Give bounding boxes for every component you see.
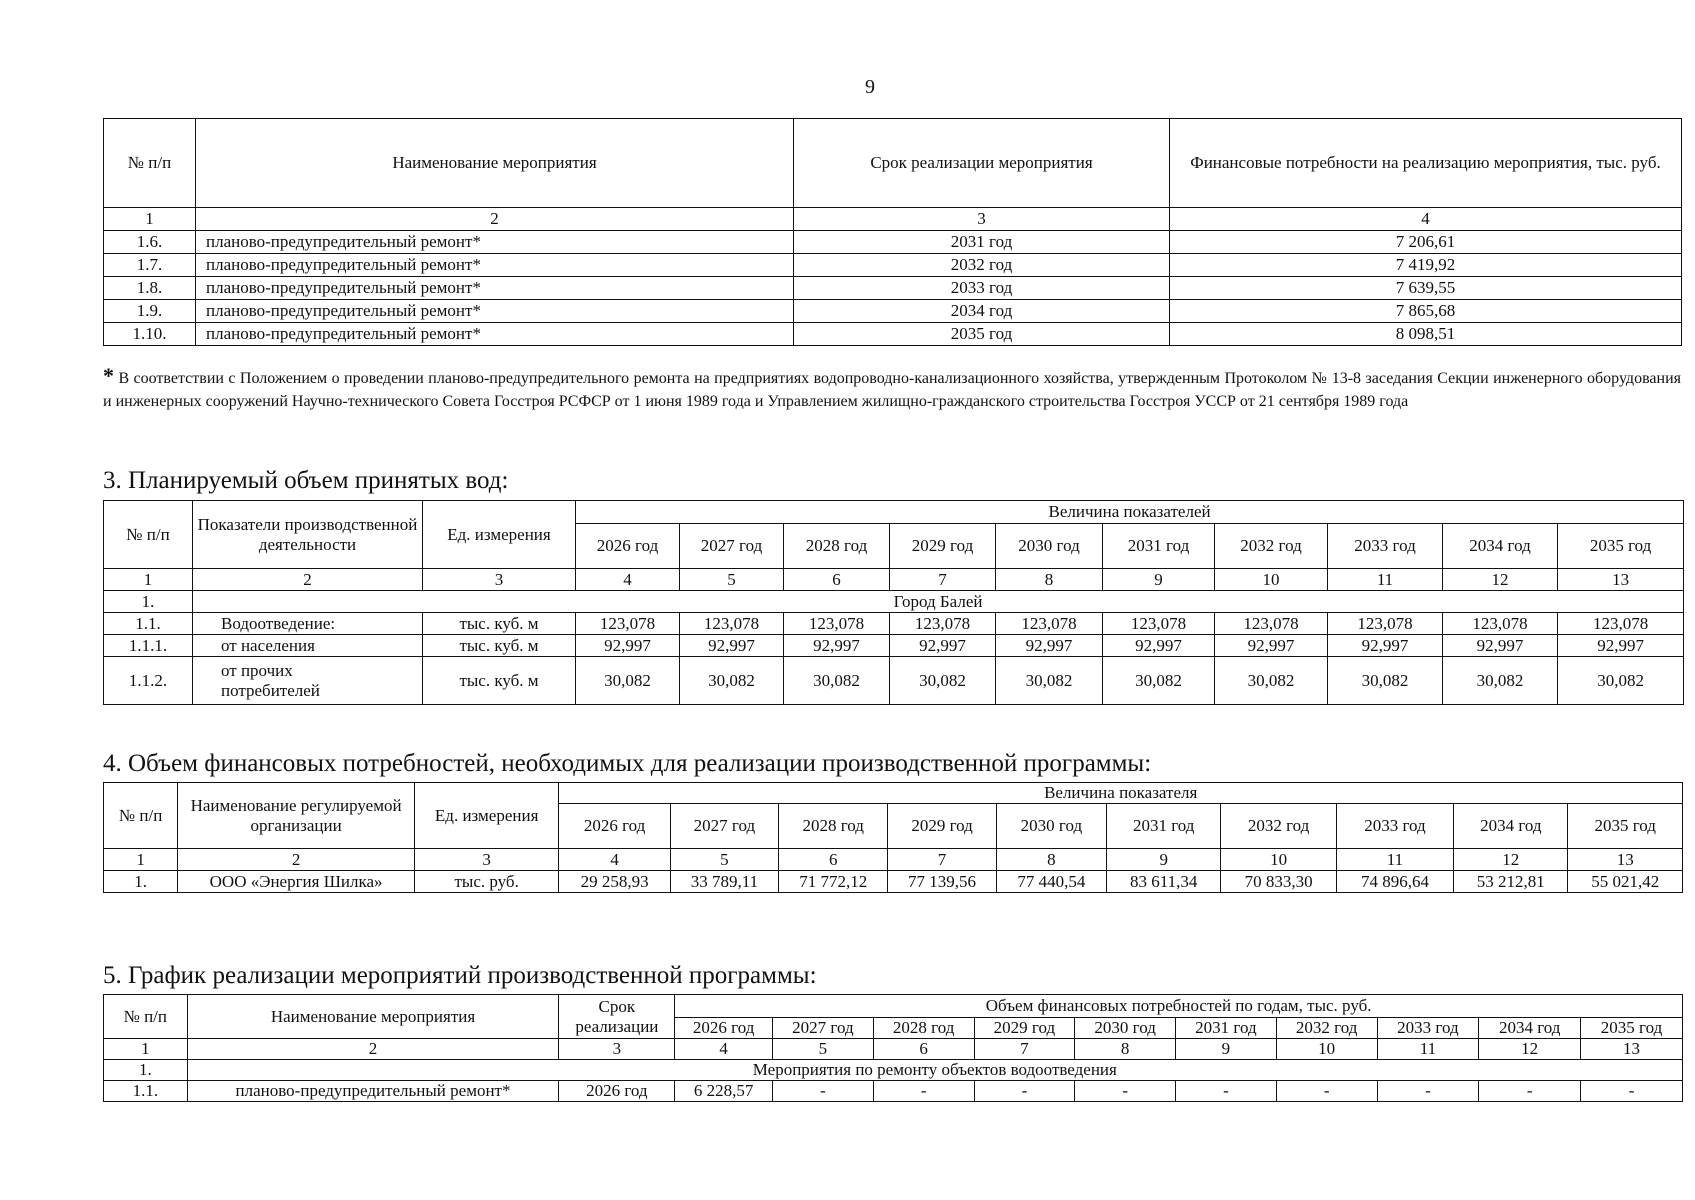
cell-value: 30,082 xyxy=(1328,657,1443,705)
cell-name: планово-предупредительный ремонт* xyxy=(196,231,794,254)
col-number: 11 xyxy=(1328,569,1443,591)
cell-value: 7 419,92 xyxy=(1170,254,1682,277)
header-year: 2032 год xyxy=(1215,524,1328,569)
col-number: 8 xyxy=(996,849,1106,871)
col-number: 6 xyxy=(779,849,888,871)
cell-value: 92,997 xyxy=(996,635,1103,657)
header-year: 2035 год xyxy=(1558,524,1684,569)
header-year: 2027 год xyxy=(680,524,784,569)
col-number: 4 xyxy=(675,1039,773,1060)
cell-org: ООО «Энергия Шилка» xyxy=(178,871,415,893)
cell-value: 92,997 xyxy=(1443,635,1558,657)
header-year: 2030 год xyxy=(996,804,1106,849)
header-num: № п/п xyxy=(104,501,193,569)
header-group: Величина показателя xyxy=(559,783,1683,804)
cell-unit: тыс. куб. м xyxy=(423,635,576,657)
cell-name: планово-предупредительный ремонт* xyxy=(196,323,794,346)
header-year: 2033 год xyxy=(1336,804,1453,849)
cell-value: 123,078 xyxy=(890,613,996,635)
cell-value: 123,078 xyxy=(576,613,680,635)
header-num: № п/п xyxy=(104,119,196,208)
cell-value: 123,078 xyxy=(1103,613,1215,635)
col-number: 12 xyxy=(1479,1039,1581,1060)
cell-value: 55 021,42 xyxy=(1568,871,1683,893)
header-year: 2026 год xyxy=(675,1018,773,1039)
group-num: 1. xyxy=(104,1060,188,1081)
footnote-text: В соответствии с Положением о проведении планово-предупредительного ремонта на предприятиях водопроводно-канализационного хозяйства, утвержденным Протоколом № 13-8 заседания Секции инженерного оборудования и инженерных сооружений Научно-технического Совета Госстроя РСФСР от 1 июня 1989 года и Управлением жилищно-гражданского строительства Госстроя УССР от 21 сентября 1989 года xyxy=(103,370,1682,410)
col-number: 4 xyxy=(559,849,670,871)
cell-value: 83 611,34 xyxy=(1107,871,1221,893)
cell-value: 92,997 xyxy=(890,635,996,657)
header-year: 2031 год xyxy=(1103,524,1215,569)
table-row xyxy=(104,323,1682,346)
col-number: 4 xyxy=(576,569,680,591)
header-year: 2032 год xyxy=(1221,804,1336,849)
header-name: Наименование мероприятия xyxy=(196,119,794,208)
header-org: Наименование регулируемой организации xyxy=(178,783,415,849)
col-number: 1 xyxy=(104,1039,188,1060)
table-row xyxy=(104,871,1683,893)
col-number: 13 xyxy=(1581,1039,1683,1060)
cell-term: 2034 год xyxy=(794,300,1170,323)
cell-value: 6 228,57 xyxy=(675,1081,773,1102)
col-number: 12 xyxy=(1443,569,1558,591)
cell-value: 30,082 xyxy=(576,657,680,705)
cell-value: 123,078 xyxy=(1558,613,1684,635)
cell-value: 92,997 xyxy=(1328,635,1443,657)
footnote-star: * xyxy=(103,363,114,388)
col-number: 8 xyxy=(1075,1039,1176,1060)
cell-value: 30,082 xyxy=(680,657,784,705)
cell-num: 1.1. xyxy=(104,1081,188,1102)
col-number: 4 xyxy=(1170,208,1682,231)
header-year: 2035 год xyxy=(1581,1018,1683,1039)
cell-value: - xyxy=(773,1081,874,1102)
table-row xyxy=(104,300,1682,323)
cell-value: 30,082 xyxy=(890,657,996,705)
cell-term: 2033 год xyxy=(794,277,1170,300)
header-term: Срок реализации xyxy=(559,995,675,1039)
cell-unit: тыс. руб. xyxy=(414,871,558,893)
table-row xyxy=(104,613,1684,635)
col-number: 8 xyxy=(996,569,1103,591)
col-number: 2 xyxy=(193,569,423,591)
page-number: 9 xyxy=(865,76,875,98)
header-year: 2030 год xyxy=(996,524,1103,569)
cell-value: 30,082 xyxy=(1558,657,1684,705)
header-year: 2030 год xyxy=(1075,1018,1176,1039)
header-year: 2033 год xyxy=(1328,524,1443,569)
section-5-title: 5. График реализации мероприятий производственной программы: xyxy=(103,962,817,989)
col-number: 7 xyxy=(888,849,996,871)
header-year: 2034 год xyxy=(1443,524,1558,569)
col-number: 5 xyxy=(773,1039,874,1060)
header-year: 2026 год xyxy=(559,804,670,849)
cell-value: - xyxy=(1276,1081,1377,1102)
cell-term: 2032 год xyxy=(794,254,1170,277)
cell-value: 30,082 xyxy=(1443,657,1558,705)
water-volume-table xyxy=(103,500,1684,705)
col-number: 10 xyxy=(1221,849,1336,871)
cell-value: 92,997 xyxy=(1215,635,1328,657)
cell-name xyxy=(193,657,423,705)
cell-value: 92,997 xyxy=(576,635,680,657)
table-row xyxy=(104,635,1684,657)
col-number: 6 xyxy=(873,1039,974,1060)
header-year: 2031 год xyxy=(1107,804,1221,849)
cell-num: 1.1.1. xyxy=(104,635,193,657)
cell-value: 92,997 xyxy=(680,635,784,657)
group-num: 1. xyxy=(104,591,193,613)
col-number: 3 xyxy=(559,1039,675,1060)
cell-value: 7 865,68 xyxy=(1170,300,1682,323)
header-year: 2028 год xyxy=(873,1018,974,1039)
schedule-table xyxy=(103,994,1683,1102)
cell-value: 74 896,64 xyxy=(1336,871,1453,893)
header-year: 2032 год xyxy=(1276,1018,1377,1039)
col-number: 9 xyxy=(1176,1039,1277,1060)
cell-value: 92,997 xyxy=(1558,635,1684,657)
header-year: 2027 год xyxy=(670,804,778,849)
col-number: 7 xyxy=(890,569,996,591)
cell-num: 1.6. xyxy=(104,231,196,254)
cell-num: 1.7. xyxy=(104,254,196,277)
col-number: 5 xyxy=(670,849,778,871)
col-number: 11 xyxy=(1377,1039,1479,1060)
cell-value: 123,078 xyxy=(1328,613,1443,635)
col-number: 2 xyxy=(196,208,794,231)
col-number: 2 xyxy=(178,849,415,871)
cell-value: - xyxy=(1479,1081,1581,1102)
cell-value: 123,078 xyxy=(1443,613,1558,635)
cell-num: 1.10. xyxy=(104,323,196,346)
cell-name: планово-предупредительный ремонт* xyxy=(196,277,794,300)
col-number: 6 xyxy=(784,569,890,591)
header-year: 2035 год xyxy=(1568,804,1683,849)
header-year: 2029 год xyxy=(890,524,996,569)
col-number: 1 xyxy=(104,208,196,231)
col-number: 5 xyxy=(680,569,784,591)
col-number: 13 xyxy=(1558,569,1684,591)
header-group: Величина показателей xyxy=(576,501,1684,524)
header-name: Наименование мероприятия xyxy=(187,995,559,1039)
cell-value: - xyxy=(1581,1081,1683,1102)
table-row xyxy=(104,231,1682,254)
table-row xyxy=(104,1081,1683,1102)
cell-term: 2026 год xyxy=(559,1081,675,1102)
header-year: 2034 год xyxy=(1454,804,1568,849)
table-row xyxy=(104,277,1682,300)
table-row xyxy=(104,254,1682,277)
cell-value: 123,078 xyxy=(996,613,1103,635)
cell-value: - xyxy=(1377,1081,1479,1102)
cell-value: - xyxy=(974,1081,1075,1102)
cell-num: 1.1.2. xyxy=(104,657,193,705)
header-term: Срок реализации мероприятия xyxy=(794,119,1170,208)
col-number: 9 xyxy=(1103,569,1215,591)
cell-value: 30,082 xyxy=(1103,657,1215,705)
cell-value: 123,078 xyxy=(680,613,784,635)
cell-value: 30,082 xyxy=(784,657,890,705)
footnote xyxy=(103,364,1681,413)
cell-value: 7 206,61 xyxy=(1170,231,1682,254)
header-year: 2033 год xyxy=(1377,1018,1479,1039)
header-year: 2027 год xyxy=(773,1018,874,1039)
col-number: 13 xyxy=(1568,849,1683,871)
col-number: 10 xyxy=(1215,569,1328,591)
section-3-title: 3. Планируемый объем принятых вод: xyxy=(103,467,509,494)
cell-term: 2035 год xyxy=(794,323,1170,346)
table-row xyxy=(104,657,1684,705)
header-indicator: Показатели производственной деятельности xyxy=(193,501,423,569)
col-number: 3 xyxy=(414,849,558,871)
finance-table xyxy=(103,782,1683,893)
cell-value: 92,997 xyxy=(784,635,890,657)
cell-value: 33 789,11 xyxy=(670,871,778,893)
cell-num: 1. xyxy=(104,871,178,893)
header-unit: Ед. измерения xyxy=(414,783,558,849)
col-number: 1 xyxy=(104,849,178,871)
cell-value: 123,078 xyxy=(1215,613,1328,635)
cell-value: 29 258,93 xyxy=(559,871,670,893)
col-number: 3 xyxy=(794,208,1170,231)
col-number: 1 xyxy=(104,569,193,591)
col-number: 7 xyxy=(974,1039,1075,1060)
cell-value: 30,082 xyxy=(996,657,1103,705)
cell-value: 92,997 xyxy=(1103,635,1215,657)
cell-value: 70 833,30 xyxy=(1221,871,1336,893)
col-number: 9 xyxy=(1107,849,1221,871)
cell-name: планово-предупредительный ремонт* xyxy=(196,254,794,277)
cell-value: 8 098,51 xyxy=(1170,323,1682,346)
cell-term: 2031 год xyxy=(794,231,1170,254)
cell-value: 123,078 xyxy=(784,613,890,635)
header-year: 2034 год xyxy=(1479,1018,1581,1039)
cell-num: 1.9. xyxy=(104,300,196,323)
col-number: 2 xyxy=(187,1039,559,1060)
header-year: 2031 год xyxy=(1176,1018,1277,1039)
header-unit: Ед. измерения xyxy=(423,501,576,569)
header-year: 2028 год xyxy=(784,524,890,569)
col-number: 12 xyxy=(1454,849,1568,871)
header-finance: Финансовые потребности на реализацию мероприятия, тыс. руб. xyxy=(1170,119,1682,208)
cell-value: 7 639,55 xyxy=(1170,277,1682,300)
cell-value: 71 772,12 xyxy=(779,871,888,893)
cell-value: - xyxy=(873,1081,974,1102)
cell-num: 1.1. xyxy=(104,613,193,635)
col-number: 10 xyxy=(1276,1039,1377,1060)
group-label: Город Балей xyxy=(193,591,1684,613)
cell-value: 77 440,54 xyxy=(996,871,1106,893)
cell-name: от населения xyxy=(193,635,423,657)
cell-value: 30,082 xyxy=(1215,657,1328,705)
cell-name: планово-предупредительный ремонт* xyxy=(196,300,794,323)
cell-name-line1: от прочих xyxy=(221,660,293,680)
cell-name: планово-предупредительный ремонт* xyxy=(187,1081,559,1102)
cell-value: - xyxy=(1075,1081,1176,1102)
col-number: 3 xyxy=(423,569,576,591)
header-num: № п/п xyxy=(104,995,188,1039)
cell-value: 53 212,81 xyxy=(1454,871,1568,893)
header-num: № п/п xyxy=(104,783,178,849)
cell-num: 1.8. xyxy=(104,277,196,300)
section-4-title: 4. Объем финансовых потребностей, необходимых для реализации производственной программы: xyxy=(103,750,1152,777)
cell-unit: тыс. куб. м xyxy=(423,657,576,705)
group-label: Мероприятия по ремонту объектов водоотведения xyxy=(187,1060,1682,1081)
header-year: 2026 год xyxy=(576,524,680,569)
cell-value: - xyxy=(1176,1081,1277,1102)
header-year: 2029 год xyxy=(888,804,996,849)
measures-table xyxy=(103,118,1682,346)
cell-name-line2: потребителей xyxy=(221,680,320,700)
col-number: 11 xyxy=(1336,849,1453,871)
header-group: Объем финансовых потребностей по годам, тыс. руб. xyxy=(675,995,1683,1018)
cell-value: 77 139,56 xyxy=(888,871,996,893)
header-year: 2029 год xyxy=(974,1018,1075,1039)
cell-unit: тыс. куб. м xyxy=(423,613,576,635)
cell-name: Водоотведение: xyxy=(193,613,423,635)
header-year: 2028 год xyxy=(779,804,888,849)
